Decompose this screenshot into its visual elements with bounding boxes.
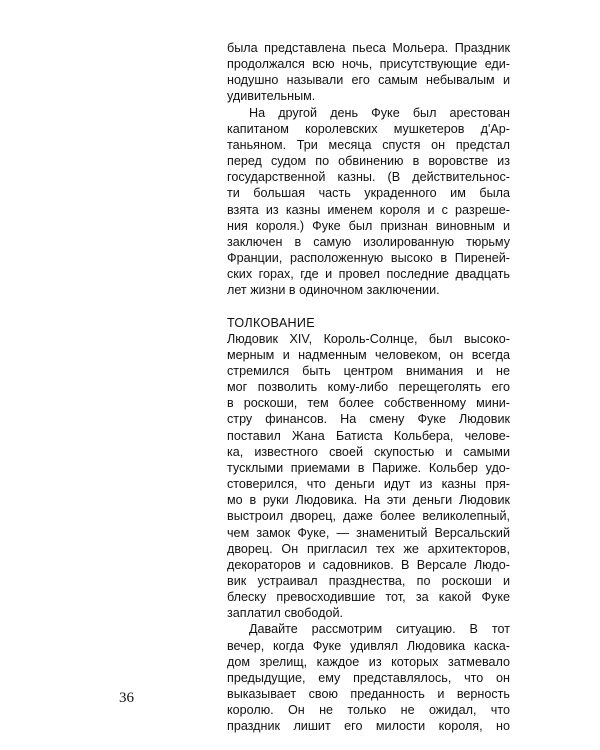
text-column (227, 40, 510, 735)
text-line: стремился быть центром внимания и не (227, 363, 510, 378)
text-line: предыдущие, ему представлялось, что он (227, 670, 510, 685)
paragraph-1 (227, 40, 510, 105)
text-line: мо в руки Людовика. На эти деньги Людовик (227, 493, 510, 508)
text-line: заплатил свободой. (227, 606, 343, 621)
text-line: лет жизни в одиночном заключении. (227, 283, 440, 298)
text-line: Франции, расположенную высоко в Пиреней- (227, 251, 510, 266)
text-line: выстроил дворец, даже более великолепный, (227, 509, 510, 524)
text-line: На другой день Фуке был арестован (249, 105, 510, 120)
text-line: взята из казны именем короля и с разреше- (227, 202, 510, 217)
text-line: удивительным. (227, 89, 316, 104)
section-spacer (227, 299, 510, 315)
text-line: ских горах, где и провел последние двадцать (227, 267, 510, 282)
text-line: в роскоши, тем более собственному мини- (227, 396, 510, 411)
text-line: Давайте рассмотрим ситуацию. В тот (249, 622, 510, 637)
text-line: ти большая часть украденного им была (227, 186, 510, 201)
paragraph-3 (227, 331, 510, 622)
text-line: стру финансов. На смену Фуке Людовик (227, 412, 510, 427)
text-line: заключен в самую изолированную тюрьму (227, 234, 510, 249)
text-line: дом зрелищ, каждое из которых затмевало (227, 654, 510, 669)
text-line: выказывает свою преданность и верность (227, 687, 510, 702)
text-line: таньяном. Три месяца спустя он предстал (227, 137, 510, 152)
text-line: мерным и надменным человеком, он всегда (227, 347, 510, 362)
text-line: декораторов и садовников. В Версале Людо- (227, 557, 510, 572)
text-line: королю. Он не только не ожидал, что (227, 703, 510, 718)
text-line: Людовик XIV, Король-Солнце, был высоко- (227, 331, 510, 346)
page-number: 36 (119, 690, 134, 706)
text-line: продолжался всю ночь, присутствующие еди- (227, 57, 510, 72)
text-line: ния короля.) Фуке был признан виновным и (227, 218, 510, 233)
text-line: поставил Жана Батиста Кольбера, челове- (227, 428, 510, 443)
text-line: государственной казны. (В действительнос- (227, 170, 510, 185)
paragraph-2 (227, 105, 510, 299)
text-line: перед судом по обвинению в воровстве из (227, 154, 510, 169)
text-line: стоверился, что деньги идут из казны пря- (227, 477, 510, 492)
text-line: чем замок Фуке, — знаменитый Версальский (227, 525, 510, 540)
text-line: была представлена пьеса Мольера. Праздник (227, 41, 510, 55)
section-heading: ТОЛКОВАНИЕ (227, 315, 315, 330)
text-line: дворец. Он пригласил тех же архитекторов, (227, 541, 510, 556)
text-line: мог позволить кому-либо перещеголять его (227, 380, 510, 395)
text-line: тусклыми приемами в Париже. Кольбер удо- (227, 460, 510, 475)
text-line: капитаном королевских мушкетеров д'Ар- (227, 121, 510, 136)
text-line: вечер, когда Фуке удивлял Людовика каска- (227, 638, 510, 653)
paragraph-4 (227, 621, 510, 734)
text-line: ка, известного своей скупостью и самыми (227, 444, 510, 459)
text-line: вик устраивал празднества, по роскоши и (227, 574, 510, 588)
text-line: праздник лишит его милости короля, но (227, 719, 510, 734)
text-line: блеску превосходившие тот, за какой Фуке (227, 590, 510, 605)
text-line: нодушно называли его самым небывалым и (227, 73, 510, 88)
